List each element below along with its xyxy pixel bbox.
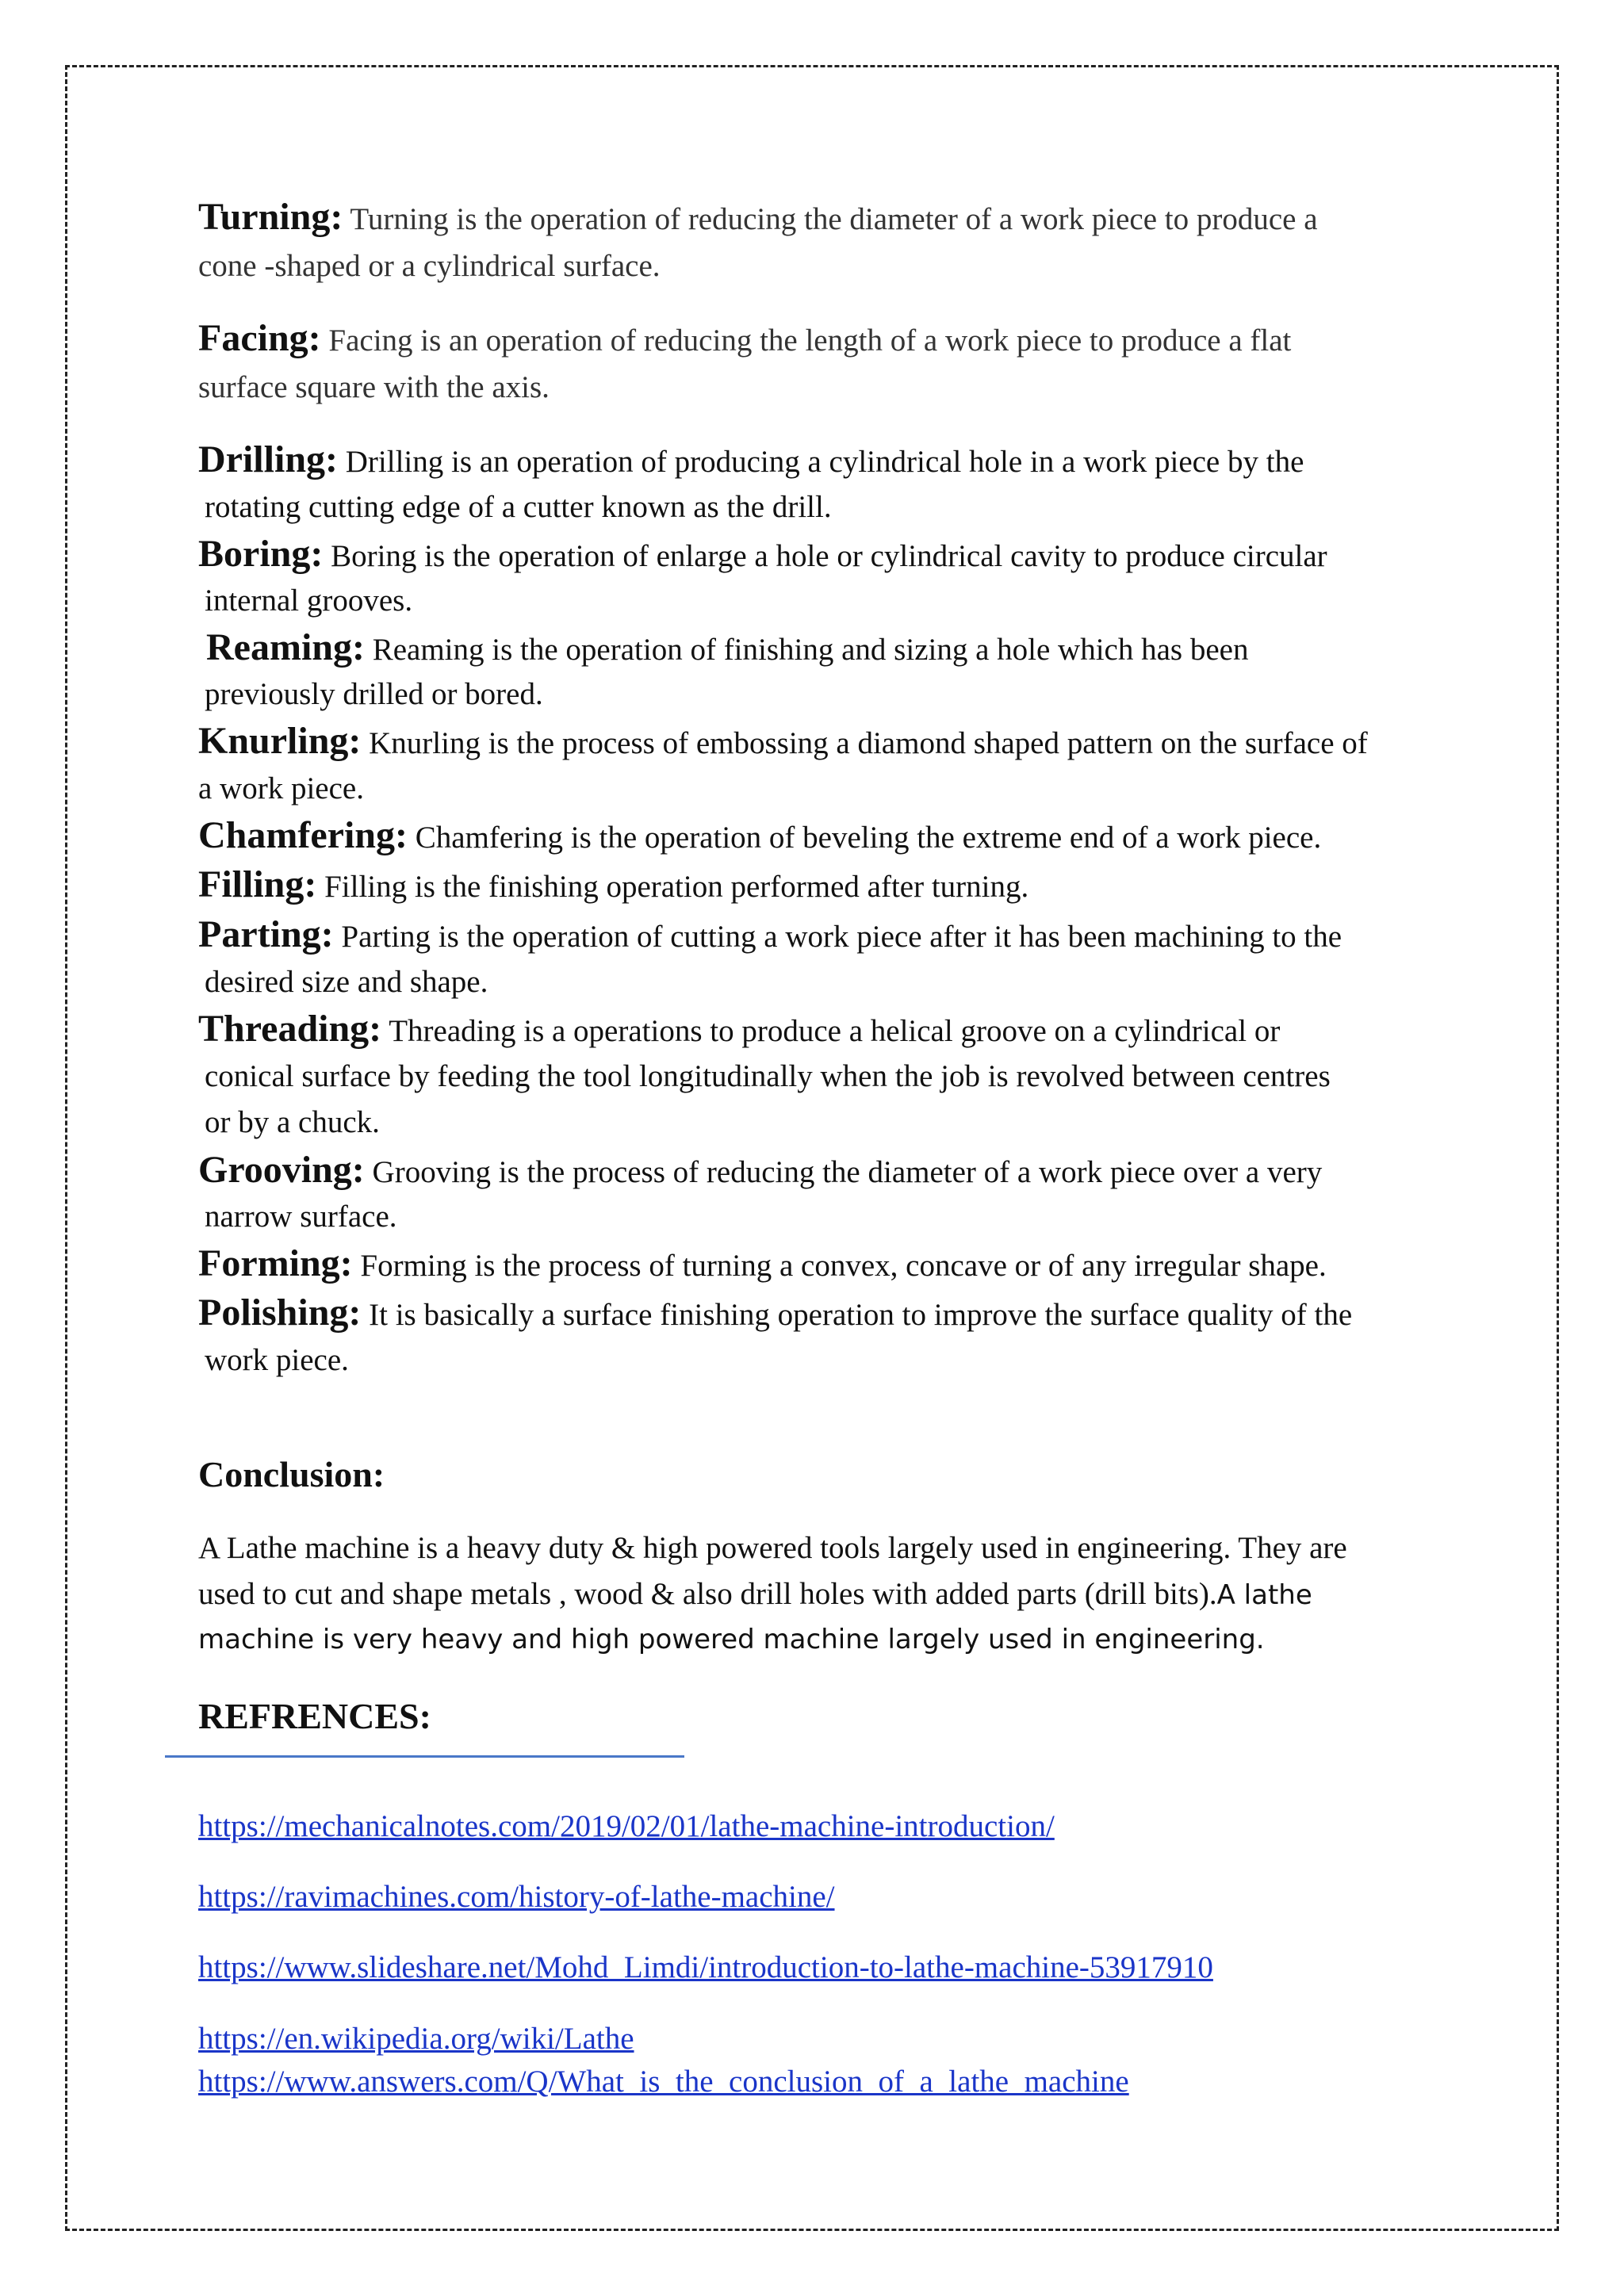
references-heading: REFRENCES:	[198, 1696, 431, 1736]
definition-text: Chamfering is the operation of beveling the extreme end of a work piece.	[415, 821, 1322, 855]
term-parting: Parting:	[198, 913, 334, 955]
conclusion-text: A lathe	[1216, 1579, 1312, 1611]
reference-link[interactable]: https://www.slideshare.net/Mohd_Limdi/introduction-to-lathe-machine-53917910	[198, 1950, 1213, 1984]
definition-text: conical surface by feeding the tool longitudinally when the job is revolved between centres	[205, 1059, 1331, 1093]
conclusion-heading: Conclusion:	[198, 1454, 385, 1494]
definition-text: Forming is the process of turning a convex, concave or of any irregular shape.	[360, 1249, 1327, 1283]
definition-text: surface square with the axis.	[198, 370, 550, 404]
definition-text: Boring is the operation of enlarge a hole or cylindrical cavity to produce circular	[331, 539, 1327, 573]
definition-text: Drilling is an operation of producing a cylindrical hole in a work piece by the	[345, 445, 1304, 479]
definition-text: Filling is the finishing operation performed after turning.	[324, 870, 1029, 904]
definition-text: It is basically a surface finishing operation to improve the surface quality of the	[369, 1298, 1353, 1332]
term-boring: Boring:	[198, 533, 324, 575]
reference-link[interactable]: https://ravimachines.com/history-of-lathe-machine/	[198, 1880, 835, 1914]
definition-text: Facing is an operation of reducing the length of a work piece to produce a flat	[328, 323, 1292, 358]
definition-text: previously drilled or bored.	[205, 677, 543, 711]
definition-text: narrow surface.	[205, 1200, 397, 1234]
conclusion-line: A Lathe machine is a heavy duty & high powered tools largely used in engineering. They are	[198, 1531, 1347, 1565]
term-grooving: Grooving:	[198, 1149, 365, 1191]
definition-text: cone -shaped or a cylindrical surface.	[198, 249, 661, 283]
term-knurling: Knurling:	[198, 720, 362, 762]
conclusion-line	[198, 1576, 1312, 1612]
term-facing: Facing:	[198, 317, 321, 359]
term-threading: Threading:	[198, 1008, 382, 1050]
definition-text: Parting is the operation of cutting a work piece after it has been machining to the	[341, 920, 1342, 954]
term-chamfering: Chamfering:	[198, 814, 408, 856]
term-filling: Filling:	[198, 863, 317, 905]
definition-text: internal grooves.	[205, 584, 413, 618]
definition-text: work piece.	[205, 1343, 349, 1377]
reference-link[interactable]: https://www.answers.com/Q/What_is_the_conclusion_of_a_lathe_machine	[198, 2064, 1129, 2099]
term-reaming: Reaming:	[206, 626, 365, 668]
divider	[165, 1755, 684, 1758]
term-turning: Turning:	[198, 196, 343, 238]
definition-text: rotating cutting edge of a cutter known as the drill.	[205, 490, 832, 524]
definition-text: Grooving is the process of reducing the diameter of a work piece over a very	[372, 1155, 1323, 1189]
definition-text: Threading is a operations to produce a helical groove on a cylindrical or	[389, 1014, 1281, 1048]
definition-text: or by a chuck.	[205, 1105, 380, 1139]
definition-text: a work piece.	[198, 771, 364, 806]
definition-text: Knurling is the process of embossing a diamond shaped pattern on the surface of	[369, 726, 1368, 760]
definition-text: Turning is the operation of reducing the diameter of a work piece to produce a	[350, 202, 1318, 236]
conclusion-line: machine is very heavy and high powered machine largely used in engineering.	[198, 1624, 1265, 1655]
definition-text: Reaming is the operation of finishing and sizing a hole which has been	[372, 633, 1249, 667]
term-drilling: Drilling:	[198, 438, 338, 480]
reference-link[interactable]: https://mechanicalnotes.com/2019/02/01/lathe-machine-introduction/	[198, 1809, 1055, 1843]
reference-link[interactable]: https://en.wikipedia.org/wiki/Lathe	[198, 2022, 634, 2056]
conclusion-text: used to cut and shape metals , wood & also drill holes with added parts (drill bits).	[198, 1577, 1217, 1611]
term-forming: Forming:	[198, 1242, 353, 1284]
definition-text: desired size and shape.	[205, 965, 488, 999]
term-polishing: Polishing:	[198, 1292, 362, 1334]
